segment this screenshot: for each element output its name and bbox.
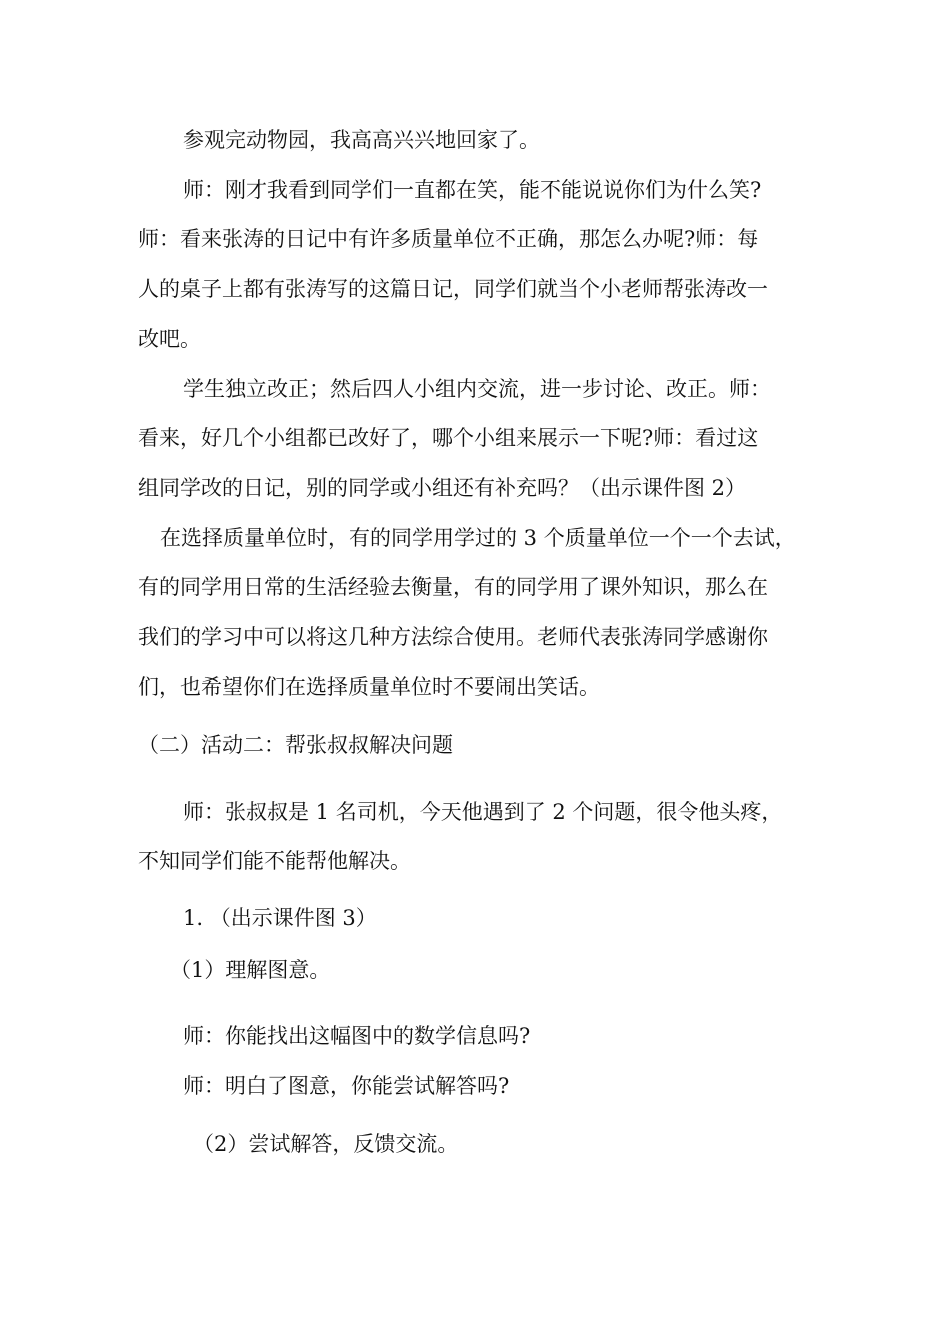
section-heading: （二）活动二：帮张叔叔解决问题 <box>138 733 453 757</box>
paragraph-line: 人的桌子上都有张涛写的这篇日记，同学们就当个小老师帮张涛改一 <box>138 277 768 301</box>
paragraph-line: 改吧。 <box>138 327 201 351</box>
paragraph-line: 组同学改的日记，别的同学或小组还有补充吗？（出示课件图 2） <box>138 476 747 500</box>
paragraph-line: 师：明白了图意，你能尝试解答吗? <box>183 1074 510 1098</box>
sub-list-item: （2）尝试解答，反馈交流。 <box>193 1132 459 1156</box>
paragraph-line: 师：看来张涛的日记中有许多质量单位不正确，那怎么办呢?师：每 <box>138 227 759 251</box>
paragraph-line: 我们的学习中可以将这几种方法综合使用。老师代表张涛同学感谢你 <box>138 625 768 649</box>
paragraph-line: 师：刚才我看到同学们一直都在笑，能不能说说你们为什么笑? <box>183 178 762 202</box>
sub-list-item: （1）理解图意。 <box>170 958 331 982</box>
paragraph-line: 师：你能找出这幅图中的数学信息吗? <box>183 1024 531 1048</box>
paragraph-line: 参观完动物园，我高高兴兴地回家了。 <box>183 128 540 152</box>
paragraph-line: 有的同学用日常的生活经验去衡量，有的同学用了课外知识，那么在 <box>138 575 768 599</box>
paragraph-line: 学生独立改正；然后四人小组内交流，进一步讨论、改正。师： <box>183 377 771 401</box>
paragraph-line: 看来，好几个小组都已改好了，哪个小组来展示一下呢?师：看过这 <box>138 426 759 450</box>
paragraph-line: 师：张叔叔是 1 名司机，今天他遇到了 2 个问题，很令他头疼， <box>183 800 783 824</box>
paragraph-line: 不知同学们能不能帮他解决。 <box>138 849 411 873</box>
paragraph-line: 在选择质量单位时，有的同学用学过的 3 个质量单位一个一个去试， <box>160 526 796 550</box>
paragraph-line: 们，也希望你们在选择质量单位时不要闹出笑话。 <box>138 675 600 699</box>
list-item: 1. （出示课件图 3） <box>183 906 377 930</box>
